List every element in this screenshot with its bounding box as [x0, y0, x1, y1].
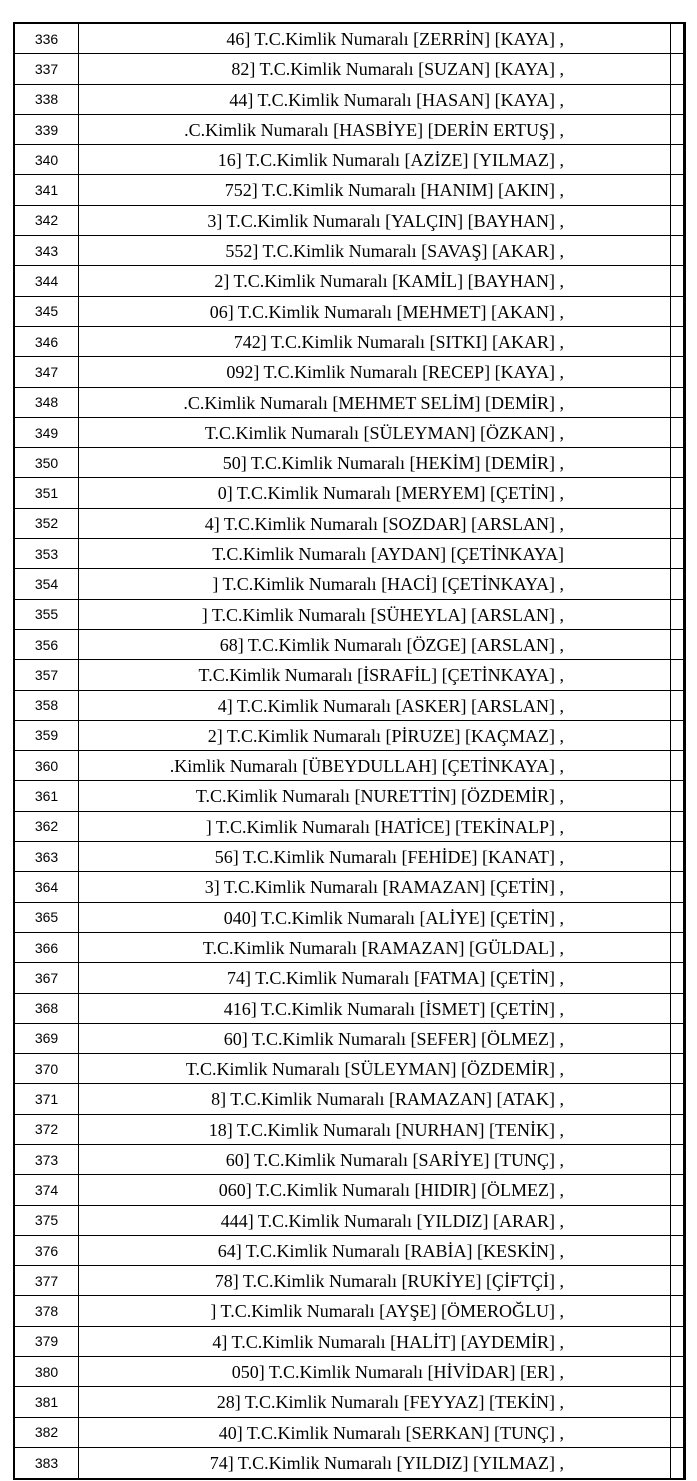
row-number: 353 [13, 539, 79, 568]
empty-cell [670, 963, 686, 992]
record-text-cell [79, 175, 670, 204]
table-row [13, 418, 686, 448]
row-number: 369 [13, 1024, 79, 1053]
row-number: 379 [13, 1327, 79, 1356]
record-text-cell [79, 115, 670, 144]
empty-cell [670, 478, 686, 507]
record-text-cell [79, 1296, 670, 1325]
row-number: 339 [13, 115, 79, 144]
record-text-cell [79, 751, 670, 780]
table-row [13, 145, 686, 175]
record-text-cell [79, 236, 670, 265]
record-text: 060] T.C.Kimlik Numaralı [HIDIR] [ÖLMEZ] , [218, 1180, 564, 1201]
row-number: 376 [13, 1236, 79, 1265]
record-text: 60] T.C.Kimlik Numaralı [SEFER] [ÖLMEZ] , [223, 1028, 564, 1049]
record-text: 2] T.C.Kimlik Numaralı [PİRUZE] [KAÇMAZ] , [207, 725, 564, 746]
record-text-cell [79, 1357, 670, 1386]
record-text: 16] T.C.Kimlik Numaralı [AZİZE] [YILMAZ] , [217, 150, 564, 171]
record-text: 28] T.C.Kimlik Numaralı [FEYYAZ] [TEKİN] , [216, 1392, 564, 1413]
record-text-cell [79, 54, 670, 83]
row-number: 378 [13, 1296, 79, 1325]
empty-cell [670, 175, 686, 204]
record-text-cell [79, 630, 670, 659]
table-row [13, 448, 686, 478]
record-text: 2] T.C.Kimlik Numaralı [KAMİL] [BAYHAN] , [214, 271, 564, 292]
table-row [13, 236, 686, 266]
table-row [13, 327, 686, 357]
table-row [13, 751, 686, 781]
record-text-cell [79, 1418, 670, 1447]
record-text: 752] T.C.Kimlik Numaralı [HANIM] [AKIN] , [224, 180, 564, 201]
empty-cell [670, 54, 686, 83]
record-text-cell [79, 357, 670, 386]
record-text-cell [79, 1054, 670, 1083]
empty-cell [670, 1296, 686, 1325]
empty-cell [670, 85, 686, 114]
empty-cell [670, 600, 686, 629]
table-row [13, 206, 686, 236]
table-row [13, 569, 686, 599]
row-number: 350 [13, 448, 79, 477]
empty-cell [670, 297, 686, 326]
row-number: 351 [13, 478, 79, 507]
empty-cell [670, 1115, 686, 1144]
record-text: T.C.Kimlik Numaralı [İSRAFİL] [ÇETİNKAYA] , [198, 665, 564, 686]
table-row [13, 1327, 686, 1357]
record-text: 4] T.C.Kimlik Numaralı [SOZDAR] [ARSLAN] , [204, 513, 564, 534]
record-text: 74] T.C.Kimlik Numaralı [FATMA] [ÇETİN] , [227, 968, 564, 989]
record-text: 68] T.C.Kimlik Numaralı [ÖZGE] [ARSLAN] , [219, 634, 564, 655]
record-text-cell [79, 1266, 670, 1295]
record-text-cell [79, 1145, 670, 1174]
record-text: .C.Kimlik Numaralı [HASBİYE] [DERİN ERTUŞ] , [184, 119, 564, 140]
empty-cell [670, 1387, 686, 1416]
table-row [13, 1024, 686, 1054]
row-number: 368 [13, 994, 79, 1023]
row-number: 371 [13, 1084, 79, 1113]
row-number: 345 [13, 297, 79, 326]
table-row [13, 1175, 686, 1205]
empty-cell [670, 509, 686, 538]
record-text: ] T.C.Kimlik Numaralı [SÜHEYLA] [ARSLAN] , [201, 604, 564, 625]
table-row [13, 115, 686, 145]
empty-cell [670, 812, 686, 841]
record-text-cell [79, 1024, 670, 1053]
row-number: 375 [13, 1206, 79, 1235]
row-number: 355 [13, 600, 79, 629]
record-text-cell [79, 509, 670, 538]
row-number: 372 [13, 1115, 79, 1144]
empty-cell [670, 115, 686, 144]
row-number: 382 [13, 1418, 79, 1447]
row-number: 374 [13, 1175, 79, 1204]
row-number: 346 [13, 327, 79, 356]
table-row [13, 1084, 686, 1114]
table-row [13, 963, 686, 993]
record-text: 74] T.C.Kimlik Numaralı [YILDIZ] [YILMAZ] , [209, 1452, 564, 1473]
record-text-cell [79, 1175, 670, 1204]
table-row [13, 266, 686, 296]
record-text: 444] T.C.Kimlik Numaralı [YILDIZ] [ARAR] , [220, 1210, 564, 1231]
record-text: 40] T.C.Kimlik Numaralı [SERKAN] [TUNÇ] , [218, 1422, 564, 1443]
record-text: 050] T.C.Kimlik Numaralı [HİVİDAR] [ER] , [231, 1362, 564, 1383]
table-row [13, 933, 686, 963]
record-text-cell [79, 24, 670, 53]
empty-cell [670, 1084, 686, 1113]
table-row [13, 994, 686, 1024]
row-number: 359 [13, 721, 79, 750]
row-number: 365 [13, 903, 79, 932]
empty-cell [670, 630, 686, 659]
record-text-cell [79, 963, 670, 992]
row-number: 362 [13, 812, 79, 841]
record-text: ] T.C.Kimlik Numaralı [HACİ] [ÇETİNKAYA] , [212, 574, 564, 595]
row-number: 340 [13, 145, 79, 174]
row-number: 349 [13, 418, 79, 447]
record-text: 416] T.C.Kimlik Numaralı [İSMET] [ÇETİN] , [223, 998, 564, 1019]
table-row [13, 691, 686, 721]
row-number: 381 [13, 1387, 79, 1416]
record-text: T.C.Kimlik Numaralı [NURETTİN] [ÖZDEMİR] , [195, 786, 564, 807]
record-text-cell [79, 206, 670, 235]
record-text-cell [79, 388, 670, 417]
empty-cell [670, 327, 686, 356]
table-row [13, 24, 686, 54]
record-text-cell [79, 569, 670, 598]
record-text-cell [79, 145, 670, 174]
table-row [13, 297, 686, 327]
table-row [13, 1448, 686, 1478]
record-text: 8] T.C.Kimlik Numaralı [RAMAZAN] [ATAK] , [211, 1089, 564, 1110]
table-row [13, 1236, 686, 1266]
record-text: T.C.Kimlik Numaralı [AYDAN] [ÇETİNKAYA] [212, 544, 564, 565]
row-number: 336 [13, 24, 79, 53]
row-number: 358 [13, 691, 79, 720]
record-text: 0] T.C.Kimlik Numaralı [MERYEM] [ÇETİN] , [217, 483, 564, 504]
table-row [13, 660, 686, 690]
record-text: 78] T.C.Kimlik Numaralı [RUKİYE] [ÇİFTÇİ] , [214, 1271, 564, 1292]
record-text-cell [79, 842, 670, 871]
empty-cell [670, 1054, 686, 1083]
table-row [13, 842, 686, 872]
record-text-cell [79, 1115, 670, 1144]
record-table [13, 22, 686, 1480]
record-text: T.C.Kimlik Numaralı [SÜLEYMAN] [ÖZKAN] , [204, 422, 564, 443]
empty-cell [670, 721, 686, 750]
row-number: 373 [13, 1145, 79, 1174]
record-text: .Kimlik Numaralı [ÜBEYDULLAH] [ÇETİNKAYA] , [169, 756, 564, 777]
record-text: ] T.C.Kimlik Numaralı [HATİCE] [TEKİNALP] , [205, 816, 564, 837]
empty-cell [670, 660, 686, 689]
record-text-cell [79, 1236, 670, 1265]
record-text-cell [79, 85, 670, 114]
record-text: 50] T.C.Kimlik Numaralı [HEKİM] [DEMİR] , [222, 453, 564, 474]
table-row [13, 85, 686, 115]
empty-cell [670, 448, 686, 477]
empty-cell [670, 1175, 686, 1204]
record-text: 040] T.C.Kimlik Numaralı [ALİYE] [ÇETİN] , [223, 907, 564, 928]
table-row [13, 1387, 686, 1417]
row-number: 363 [13, 842, 79, 871]
empty-cell [670, 1266, 686, 1295]
row-number: 383 [13, 1448, 79, 1478]
row-number: 341 [13, 175, 79, 204]
row-number: 354 [13, 569, 79, 598]
empty-cell [670, 236, 686, 265]
record-text: T.C.Kimlik Numaralı [SÜLEYMAN] [ÖZDEMİR] , [185, 1059, 564, 1080]
table-row [13, 357, 686, 387]
table-row [13, 1418, 686, 1448]
record-text-cell [79, 297, 670, 326]
row-number: 352 [13, 509, 79, 538]
table-row [13, 509, 686, 539]
record-text-cell [79, 781, 670, 810]
table-row [13, 721, 686, 751]
row-number: 370 [13, 1054, 79, 1083]
row-number: 356 [13, 630, 79, 659]
row-number: 366 [13, 933, 79, 962]
record-text-cell [79, 872, 670, 901]
row-number: 361 [13, 781, 79, 810]
record-text-cell [79, 327, 670, 356]
empty-cell [670, 1024, 686, 1053]
record-text: 092] T.C.Kimlik Numaralı [RECEP] [KAYA] , [226, 362, 564, 383]
table-row [13, 1357, 686, 1387]
record-text-cell [79, 1387, 670, 1416]
record-text-cell [79, 994, 670, 1023]
table-row [13, 630, 686, 660]
empty-cell [670, 691, 686, 720]
row-number: 343 [13, 236, 79, 265]
row-number: 364 [13, 872, 79, 901]
record-text-cell [79, 721, 670, 750]
empty-cell [670, 842, 686, 871]
record-text: 4] T.C.Kimlik Numaralı [HALİT] [AYDEMİR] , [212, 1331, 564, 1352]
empty-cell [670, 1448, 686, 1478]
record-text: 64] T.C.Kimlik Numaralı [RABİA] [KESKİN] , [217, 1240, 564, 1261]
table-row [13, 1054, 686, 1084]
empty-cell [670, 1236, 686, 1265]
row-number: 348 [13, 388, 79, 417]
table-row [13, 1266, 686, 1296]
table-row [13, 1115, 686, 1145]
table-row [13, 54, 686, 84]
table-row [13, 539, 686, 569]
table-row [13, 478, 686, 508]
record-text-cell [79, 812, 670, 841]
record-text: 4] T.C.Kimlik Numaralı [ASKER] [ARSLAN] , [217, 695, 564, 716]
table-row [13, 1145, 686, 1175]
table-row [13, 872, 686, 902]
empty-cell [670, 1145, 686, 1174]
row-number: 380 [13, 1357, 79, 1386]
record-text: 44] T.C.Kimlik Numaralı [HASAN] [KAYA] , [229, 89, 564, 110]
record-text: T.C.Kimlik Numaralı [RAMAZAN] [GÜLDAL] , [202, 937, 564, 958]
record-text-cell [79, 1327, 670, 1356]
record-text: 742] T.C.Kimlik Numaralı [SITKI] [AKAR] , [233, 331, 564, 352]
empty-cell [670, 266, 686, 295]
empty-cell [670, 388, 686, 417]
empty-cell [670, 781, 686, 810]
empty-cell [670, 206, 686, 235]
table-row [13, 1296, 686, 1326]
empty-cell [670, 903, 686, 932]
record-text-cell [79, 1448, 670, 1478]
row-number: 344 [13, 266, 79, 295]
row-number: 338 [13, 85, 79, 114]
empty-cell [670, 1418, 686, 1447]
empty-cell [670, 751, 686, 780]
record-text: 82] T.C.Kimlik Numaralı [SUZAN] [KAYA] , [231, 59, 564, 80]
record-text-cell [79, 600, 670, 629]
table-row [13, 388, 686, 418]
empty-cell [670, 994, 686, 1023]
record-text-cell [79, 933, 670, 962]
table-row [13, 781, 686, 811]
empty-cell [670, 24, 686, 53]
record-text-cell [79, 266, 670, 295]
record-text-cell [79, 1084, 670, 1113]
table-row [13, 600, 686, 630]
record-text: 46] T.C.Kimlik Numaralı [ZERRİN] [KAYA] , [226, 29, 564, 49]
record-text: 56] T.C.Kimlik Numaralı [FEHİDE] [KANAT] , [214, 847, 564, 868]
empty-cell [670, 145, 686, 174]
record-text-cell [79, 539, 670, 568]
empty-cell [670, 1206, 686, 1235]
record-text: 3] T.C.Kimlik Numaralı [YALÇIN] [BAYHAN] , [207, 210, 564, 231]
empty-cell [670, 1327, 686, 1356]
record-text-cell [79, 691, 670, 720]
record-text: 60] T.C.Kimlik Numaralı [SARİYE] [TUNÇ] , [225, 1149, 564, 1170]
table-row [13, 903, 686, 933]
row-number: 360 [13, 751, 79, 780]
row-number: 347 [13, 357, 79, 386]
row-number: 367 [13, 963, 79, 992]
empty-cell [670, 539, 686, 568]
table-row [13, 1206, 686, 1236]
row-number: 377 [13, 1266, 79, 1295]
empty-cell [670, 418, 686, 447]
empty-cell [670, 357, 686, 386]
record-text: ] T.C.Kimlik Numaralı [AYŞE] [ÖMEROĞLU] , [210, 1301, 564, 1322]
record-text-cell [79, 478, 670, 507]
empty-cell [670, 569, 686, 598]
record-text: 18] T.C.Kimlik Numaralı [NURHAN] [TENİK] , [208, 1119, 564, 1140]
record-text: 06] T.C.Kimlik Numaralı [MEHMET] [AKAN] , [209, 301, 564, 322]
record-text: .C.Kimlik Numaralı [MEHMET SELİM] [DEMİR] , [183, 392, 564, 413]
record-text-cell [79, 1206, 670, 1235]
record-text-cell [79, 418, 670, 447]
table-row [13, 812, 686, 842]
row-number: 342 [13, 206, 79, 235]
row-number: 337 [13, 54, 79, 83]
record-text-cell [79, 448, 670, 477]
row-number: 357 [13, 660, 79, 689]
empty-cell [670, 933, 686, 962]
record-text-cell [79, 660, 670, 689]
empty-cell [670, 1357, 686, 1386]
record-text-cell [79, 903, 670, 932]
record-text: 552] T.C.Kimlik Numaralı [SAVAŞ] [AKAR] , [225, 241, 564, 262]
record-text: 3] T.C.Kimlik Numaralı [RAMAZAN] [ÇETİN] , [204, 877, 564, 898]
empty-cell [670, 872, 686, 901]
table-row [13, 175, 686, 205]
